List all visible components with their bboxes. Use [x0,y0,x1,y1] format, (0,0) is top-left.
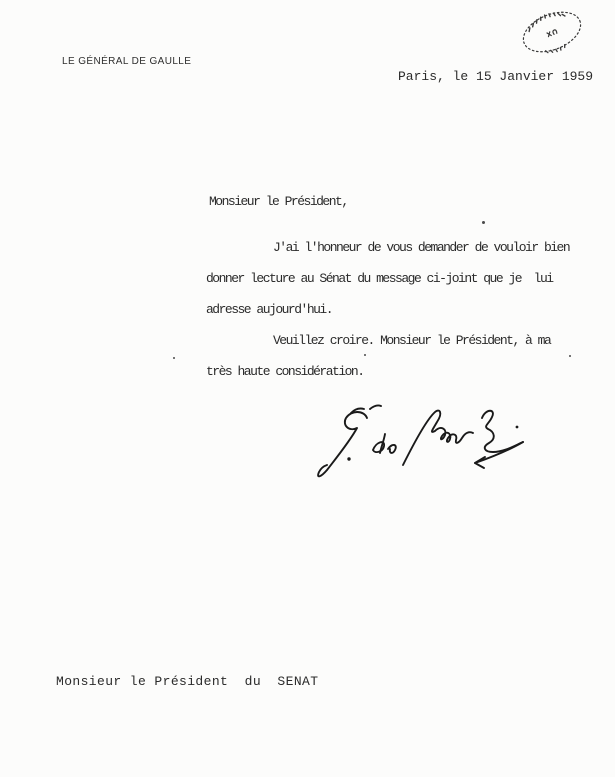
scan-speck [173,357,175,359]
oval-ink-stamp-icon [513,5,591,59]
dateline: Paris, le 15 Janvier 1959 [398,69,594,84]
scan-speck [569,355,571,357]
scan-speck [482,221,485,224]
de-gaulle-signature [288,397,530,483]
body-line-5: très haute considération. [206,364,364,379]
scan-speck [364,354,366,356]
salutation: Monsieur le Président, [209,194,348,209]
letter-body [206,232,586,387]
addressee-line: Monsieur le Président du SENAT [56,674,319,689]
body-line-4: Veuillez croire. Monsieur le Président, à ma [273,333,551,348]
letterhead: LE GÉNÉRAL DE GAULLE [62,56,192,67]
body-line-2: donner lecture au Sénat du message ci-joint que je lui [206,271,553,286]
body-line-3: adresse aujourd'hui. [206,302,333,317]
body-line-1: J'ai l'honneur de vous demander de vouloir bien [273,240,570,255]
